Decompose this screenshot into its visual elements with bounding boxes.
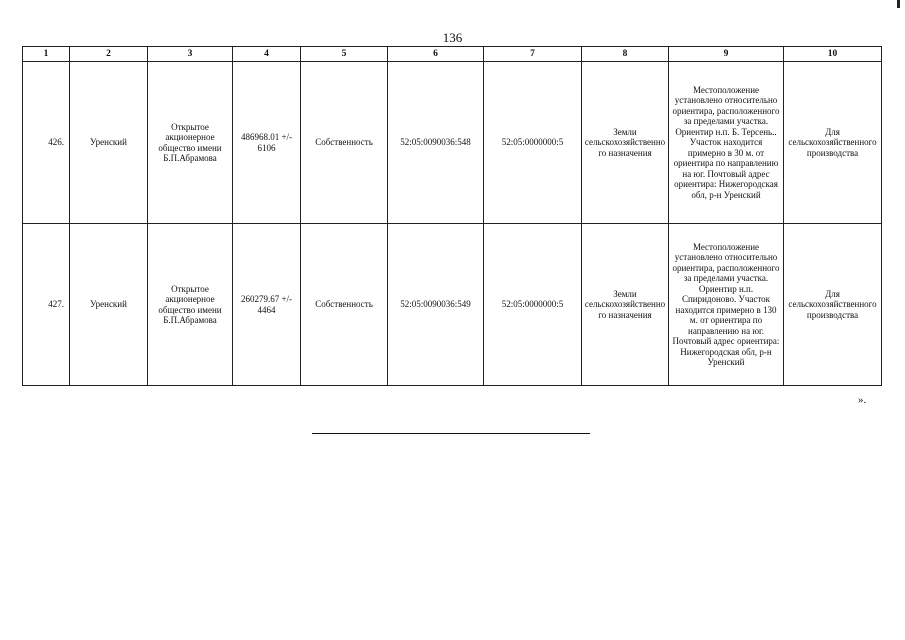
owner-cell: Открытое акционерное общество имени Б.П.Абрамова [148,62,233,224]
location-cell: Местоположение установлено относительно ориентира, расположенного за пределами участка. Ориентир н.п. Б. Терсень.. Участок находится примерно в 30 м. от ориентира по направлению на юг. Почтовый адрес ориентира: Нижегородская обл, р-н Уренский [669,62,784,224]
row-number: 426. [23,62,70,224]
right-type-cell: Собственность [301,224,388,386]
cadastral-block-cell: 52:05:0000000:5 [484,224,582,386]
table-row [23,224,882,386]
col-header-8: 8 [582,47,669,62]
col-header-3: 3 [148,47,233,62]
table-row [23,62,882,224]
col-header-5: 5 [301,47,388,62]
col-header-4: 4 [233,47,301,62]
cadastral-number-cell: 52:05:0090036:549 [388,224,484,386]
owner-cell: Открытое акционерное общество имени Б.П.Абрамова [148,224,233,386]
land-category-cell: Земли сельскохозяйственного назначения [582,62,669,224]
col-header-1: 1 [23,47,70,62]
area-cell: 486968.01 +/- 6106 [233,62,301,224]
col-header-7: 7 [484,47,582,62]
land-category-cell: Земли сельскохозяйственного назначения [582,224,669,386]
closing-quote: ». [858,394,867,406]
col-header-9: 9 [669,47,784,62]
cadastral-number-cell: 52:05:0090036:548 [388,62,484,224]
land-register-table [22,46,882,386]
permitted-use-cell: Для сельскохозяйственного производства [784,62,882,224]
district-cell: Уренский [70,224,148,386]
permitted-use-cell: Для сельскохозяйственного производства [784,224,882,386]
col-header-6: 6 [388,47,484,62]
col-header-10: 10 [784,47,882,62]
row-number: 427. [23,224,70,386]
cadastral-block-cell: 52:05:0000000:5 [484,62,582,224]
page-number: 136 [442,30,463,45]
header-row [23,47,882,62]
scan-corner-mark [897,0,900,8]
district-cell: Уренский [70,62,148,224]
location-cell: Местоположение установлено относительно ориентира, расположенного за пределами участка. Ориентир н.п. Спиридоново. Участок находится примерно в 130 м. от ориентира по направлению на юг. Почтовый адрес ориентира: Нижегородская обл, р-н Уренский [669,224,784,386]
area-cell: 260279.67 +/- 4464 [233,224,301,386]
right-type-cell: Собственность [301,62,388,224]
col-header-2: 2 [70,47,148,62]
signature-line [312,433,590,434]
